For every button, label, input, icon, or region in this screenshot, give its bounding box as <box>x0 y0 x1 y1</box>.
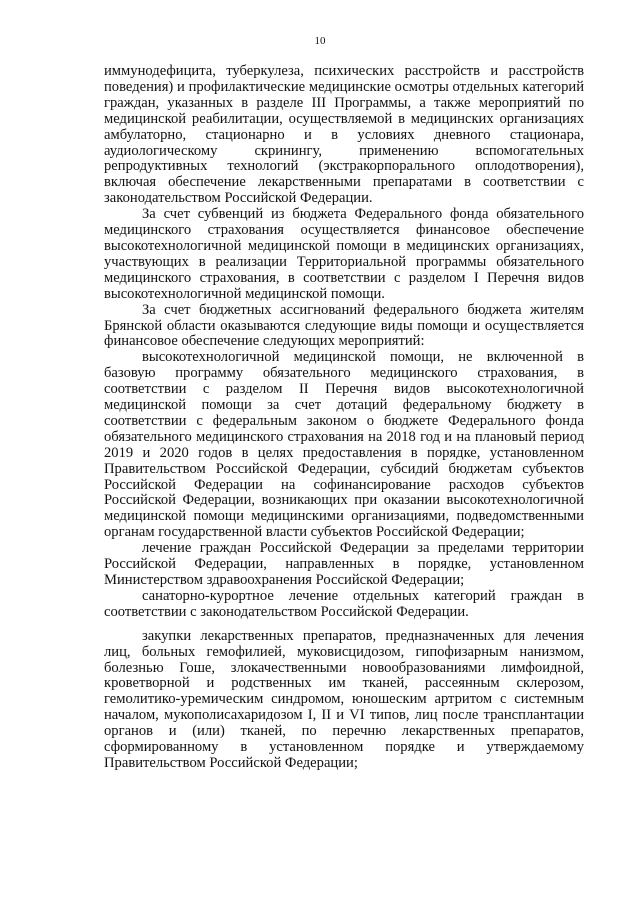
paragraph-7: закупки лекарственных препаратов, предназначенных для лечения лиц, больных гемофилией, муковисцидозом, гипофизарным нанизмом, болезнью Гоше, злокачественными новообразованиями лимфоидной, кроветворной и родственных им тканей, рассеянным склерозом, гемолитико-уремическим синдромом, юношеским артритом с системным началом, мукополисахаридозом I, II и VI типов, лиц после трансплантации органов и (или) тканей, по перечню лекарственных препаратов, сформированному в установленном порядке и утверждаемому Правительством Российской Федерации; <box>104 627 584 771</box>
paragraph-1: иммунодефицита, туберкулеза, психических расстройств и расстройств поведения) и профилактические медицинские осмотры отдельных категорий граждан, указанных в разделе III Программы, а также мероприятий по медицинской реабилитации, осуществляемой в медицинских организациях амбулаторно, стационарно и в условиях дневного стационара, аудиологическому скринингу, применению вспомогательных репродуктивных технологий (экстракорпорального оплодотворения), включая обеспечение лекарственными препаратами в соответствии с законодательством Российской Федерации. <box>104 63 584 207</box>
paragraph-6: санаторно-курортное лечение отдельных категорий граждан в соответствии с законодательством Российской Федерации. <box>104 587 584 620</box>
body-text <box>104 64 584 772</box>
paragraph-4: высокотехнологичной медицинской помощи, не включенной в базовую программу обязательного медицинского страхования, в соответствии с разделом II Перечня видов высокотехнологичной медицинской помощи за счет дотаций федеральному бюджету в соответствии с федеральным законом о бюджете Федерального фонда обязательного медицинского страхования на 2018 год и на плановый период 2019 и 2020 годов в целях предоставления в порядке, установленном Правительством Российской Федерации, субсидий бюджетам субъектов Российской Федерации на софинансирование расходов субъектов Российской Федерации, возникающих при оказании высокотехнологичной медицинской помощи медицинскими организациями, подведомственными органам государственной власти субъектов Российской Федерации; <box>104 349 584 541</box>
paragraph-3: За счет бюджетных ассигнований федерального бюджета жителям Брянской области оказываются следующие виды помощи и осуществляется финансовое обеспечение следующих мероприятий: <box>104 301 584 350</box>
paragraph-2: За счет субвенций из бюджета Федерального фонда обязательного медицинского страхования осуществляется финансовое обеспечение высокотехнологичной медицинской помощи в медицинских организациях, участвующих в реализации Территориальной программы обязательного медицинского страхования, в соответствии с разделом I Перечня видов высокотехнологичной медицинской помощи. <box>104 206 584 302</box>
paragraph-5: лечение граждан Российской Федерации за пределами территории Российской Федерации, направленных в порядке, установленном Министерством здравоохранения Российской Федерации; <box>104 540 584 588</box>
page-number: 10 <box>314 35 326 47</box>
